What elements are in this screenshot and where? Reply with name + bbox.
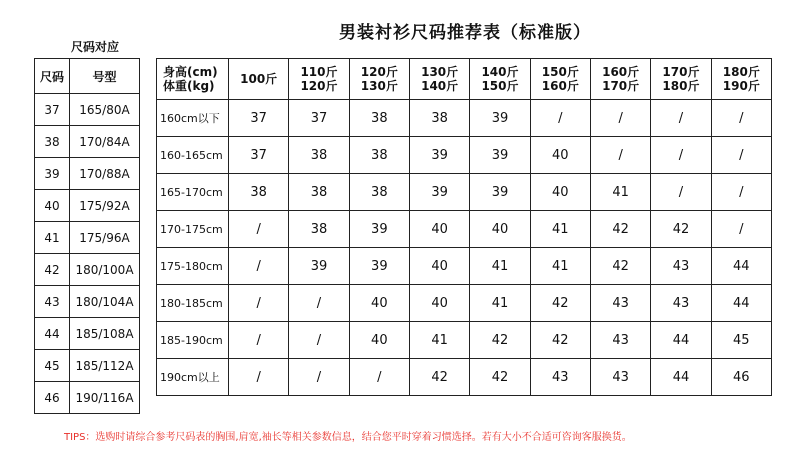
weight-header-line: 130斤 (421, 65, 459, 79)
recommended-size-cell: 38 (349, 137, 409, 174)
recommendation-row (157, 100, 772, 137)
recommendation-row (157, 137, 772, 174)
size-cell: 38 (35, 126, 70, 158)
size-mapping-row (35, 350, 140, 382)
size-cell: 41 (35, 222, 70, 254)
recommended-size-cell: 43 (651, 248, 711, 285)
size-mapping-row (35, 222, 140, 254)
recommended-size-cell: / (229, 322, 289, 359)
recommended-size-cell: 41 (409, 322, 469, 359)
corner-weight-label: 体重(kg) (163, 79, 215, 93)
size-cell: 40 (35, 190, 70, 222)
recommended-size-cell: 44 (651, 322, 711, 359)
weight-header-line: 110斤 (300, 65, 338, 79)
recommended-size-cell: 43 (590, 359, 650, 396)
recommended-size-cell: 39 (349, 248, 409, 285)
size-cell: 37 (35, 94, 70, 126)
recommended-size-cell: 40 (409, 285, 469, 322)
height-range-cell: 160cm以下 (157, 100, 229, 137)
recommendation-row (157, 174, 772, 211)
weight-header-line: 160斤 (541, 79, 579, 93)
weight-header-line: 180斤 (662, 79, 700, 93)
size-mapping-row (35, 126, 140, 158)
height-range-cell: 170-175cm (157, 211, 229, 248)
recommended-size-cell: / (651, 174, 711, 211)
height-range-cell: 160-165cm (157, 137, 229, 174)
recommended-size-cell: 37 (289, 100, 349, 137)
size-mapping-row (35, 286, 140, 318)
recommended-size-cell: 42 (530, 322, 590, 359)
weight-header-line: 140斤 (421, 79, 459, 93)
recommended-size-cell: 40 (530, 137, 590, 174)
size-cell: 46 (35, 382, 70, 414)
recommended-size-cell: 38 (289, 137, 349, 174)
recommended-size-cell: 40 (409, 248, 469, 285)
recommended-size-cell: / (590, 100, 650, 137)
weight-header-line: 160斤 (602, 65, 640, 79)
tips-note: TIPS：选购时请综合参考尺码表的胸围,肩宽,袖长等相关参数信息，结合您平时穿着习惯选择。若有大小不合适可咨询客服换货。 (64, 432, 632, 443)
recommended-size-cell: 40 (409, 211, 469, 248)
weight-header-line: 140斤 (481, 65, 519, 79)
weight-header (470, 59, 530, 100)
recommended-size-cell: / (349, 359, 409, 396)
recommended-size-cell: 41 (470, 285, 530, 322)
height-range-cell: 175-180cm (157, 248, 229, 285)
recommended-size-cell: 39 (349, 211, 409, 248)
size-mapping-table (34, 58, 140, 414)
recommended-size-cell: 41 (470, 248, 530, 285)
recommended-size-cell: 43 (590, 285, 650, 322)
weight-header (711, 59, 771, 100)
recommended-size-cell: 40 (530, 174, 590, 211)
recommended-size-cell: 43 (590, 322, 650, 359)
recommended-size-cell: 38 (349, 100, 409, 137)
recommendation-row (157, 322, 772, 359)
weight-header (590, 59, 650, 100)
recommended-size-cell: 39 (470, 174, 530, 211)
recommended-size-cell: / (229, 248, 289, 285)
weight-header-line: 190斤 (722, 79, 760, 93)
weight-header-line: 170斤 (602, 79, 640, 93)
recommended-size-cell: 39 (289, 248, 349, 285)
model-cell: 185/112A (70, 350, 140, 382)
corner-height-label: 身高(cm) (163, 65, 218, 79)
size-cell: 44 (35, 318, 70, 350)
recommended-size-cell: 44 (651, 359, 711, 396)
size-cell: 43 (35, 286, 70, 318)
model-cell: 175/92A (70, 190, 140, 222)
header-size: 尺码 (35, 59, 70, 94)
weight-header-line: 120斤 (360, 65, 398, 79)
recommended-size-cell: 39 (470, 137, 530, 174)
recommendation-row (157, 248, 772, 285)
weight-header-line: 150斤 (481, 79, 519, 93)
size-mapping-row (35, 382, 140, 414)
recommended-size-cell: 42 (470, 359, 530, 396)
corner-header (157, 59, 229, 100)
recommended-size-cell: 42 (409, 359, 469, 396)
weight-header-line: 130斤 (360, 79, 398, 93)
recommended-size-cell: 40 (470, 211, 530, 248)
recommended-size-cell: / (711, 137, 771, 174)
weight-header (349, 59, 409, 100)
header-model: 号型 (70, 59, 140, 94)
recommended-size-cell: 37 (229, 100, 289, 137)
recommended-size-cell: 39 (409, 174, 469, 211)
weight-header (530, 59, 590, 100)
size-mapping-row (35, 318, 140, 350)
recommended-size-cell: 43 (651, 285, 711, 322)
model-cell: 175/96A (70, 222, 140, 254)
recommendation-row (157, 211, 772, 248)
recommended-size-cell: 38 (349, 174, 409, 211)
recommended-size-cell: / (711, 100, 771, 137)
recommended-size-cell: 42 (590, 211, 650, 248)
model-cell: 185/108A (70, 318, 140, 350)
height-range-cell: 180-185cm (157, 285, 229, 322)
model-cell: 170/84A (70, 126, 140, 158)
model-cell: 165/80A (70, 94, 140, 126)
size-mapping-row (35, 158, 140, 190)
recommended-size-cell: / (711, 174, 771, 211)
recommended-size-cell: 41 (530, 211, 590, 248)
recommended-size-cell: 40 (349, 285, 409, 322)
recommended-size-cell: / (711, 211, 771, 248)
size-mapping-row (35, 190, 140, 222)
recommended-size-cell: / (530, 100, 590, 137)
weight-header (229, 59, 289, 100)
weight-header-line: 180斤 (722, 65, 760, 79)
recommendation-row (157, 359, 772, 396)
recommended-size-cell: / (651, 137, 711, 174)
recommended-size-cell: 39 (470, 100, 530, 137)
size-mapping-title: 尺码对应 (70, 40, 119, 54)
recommended-size-cell: 40 (349, 322, 409, 359)
recommended-size-cell: 41 (530, 248, 590, 285)
recommended-size-cell: 42 (590, 248, 650, 285)
recommended-size-cell: 37 (229, 137, 289, 174)
recommended-size-cell: 43 (530, 359, 590, 396)
recommended-size-cell: 44 (711, 248, 771, 285)
size-cell: 39 (35, 158, 70, 190)
weight-header (409, 59, 469, 100)
size-mapping-row (35, 94, 140, 126)
weight-header-line: 170斤 (662, 65, 700, 79)
recommended-size-cell: / (229, 285, 289, 322)
height-range-cell: 190cm以上 (157, 359, 229, 396)
weight-header-line: 150斤 (541, 65, 579, 79)
recommended-size-cell: / (651, 100, 711, 137)
weight-header-line: 120斤 (300, 79, 338, 93)
recommended-size-cell: / (289, 359, 349, 396)
model-cell: 180/104A (70, 286, 140, 318)
recommended-size-cell: 44 (711, 285, 771, 322)
recommended-size-cell: 38 (289, 211, 349, 248)
height-range-cell: 185-190cm (157, 322, 229, 359)
size-cell: 45 (35, 350, 70, 382)
recommended-size-cell: 45 (711, 322, 771, 359)
recommended-size-cell: 39 (409, 137, 469, 174)
weight-header-line: 100斤 (240, 72, 278, 86)
model-cell: 170/88A (70, 158, 140, 190)
recommended-size-cell: 41 (590, 174, 650, 211)
weight-header (289, 59, 349, 100)
recommended-size-cell: 38 (229, 174, 289, 211)
page-title: 男装衬衫尺码推荐表（标准版） (339, 23, 591, 43)
model-cell: 180/100A (70, 254, 140, 286)
recommended-size-cell: 38 (409, 100, 469, 137)
size-recommendation-table (156, 58, 772, 396)
model-cell: 190/116A (70, 382, 140, 414)
recommended-size-cell: / (590, 137, 650, 174)
recommended-size-cell: 46 (711, 359, 771, 396)
recommended-size-cell: / (289, 322, 349, 359)
size-cell: 42 (35, 254, 70, 286)
recommended-size-cell: 38 (289, 174, 349, 211)
recommended-size-cell: 42 (651, 211, 711, 248)
weight-header (651, 59, 711, 100)
height-range-cell: 165-170cm (157, 174, 229, 211)
recommended-size-cell: 42 (530, 285, 590, 322)
recommended-size-cell: 42 (470, 322, 530, 359)
recommended-size-cell: / (229, 211, 289, 248)
recommendation-row (157, 285, 772, 322)
size-mapping-row (35, 254, 140, 286)
recommended-size-cell: / (289, 285, 349, 322)
recommended-size-cell: / (229, 359, 289, 396)
